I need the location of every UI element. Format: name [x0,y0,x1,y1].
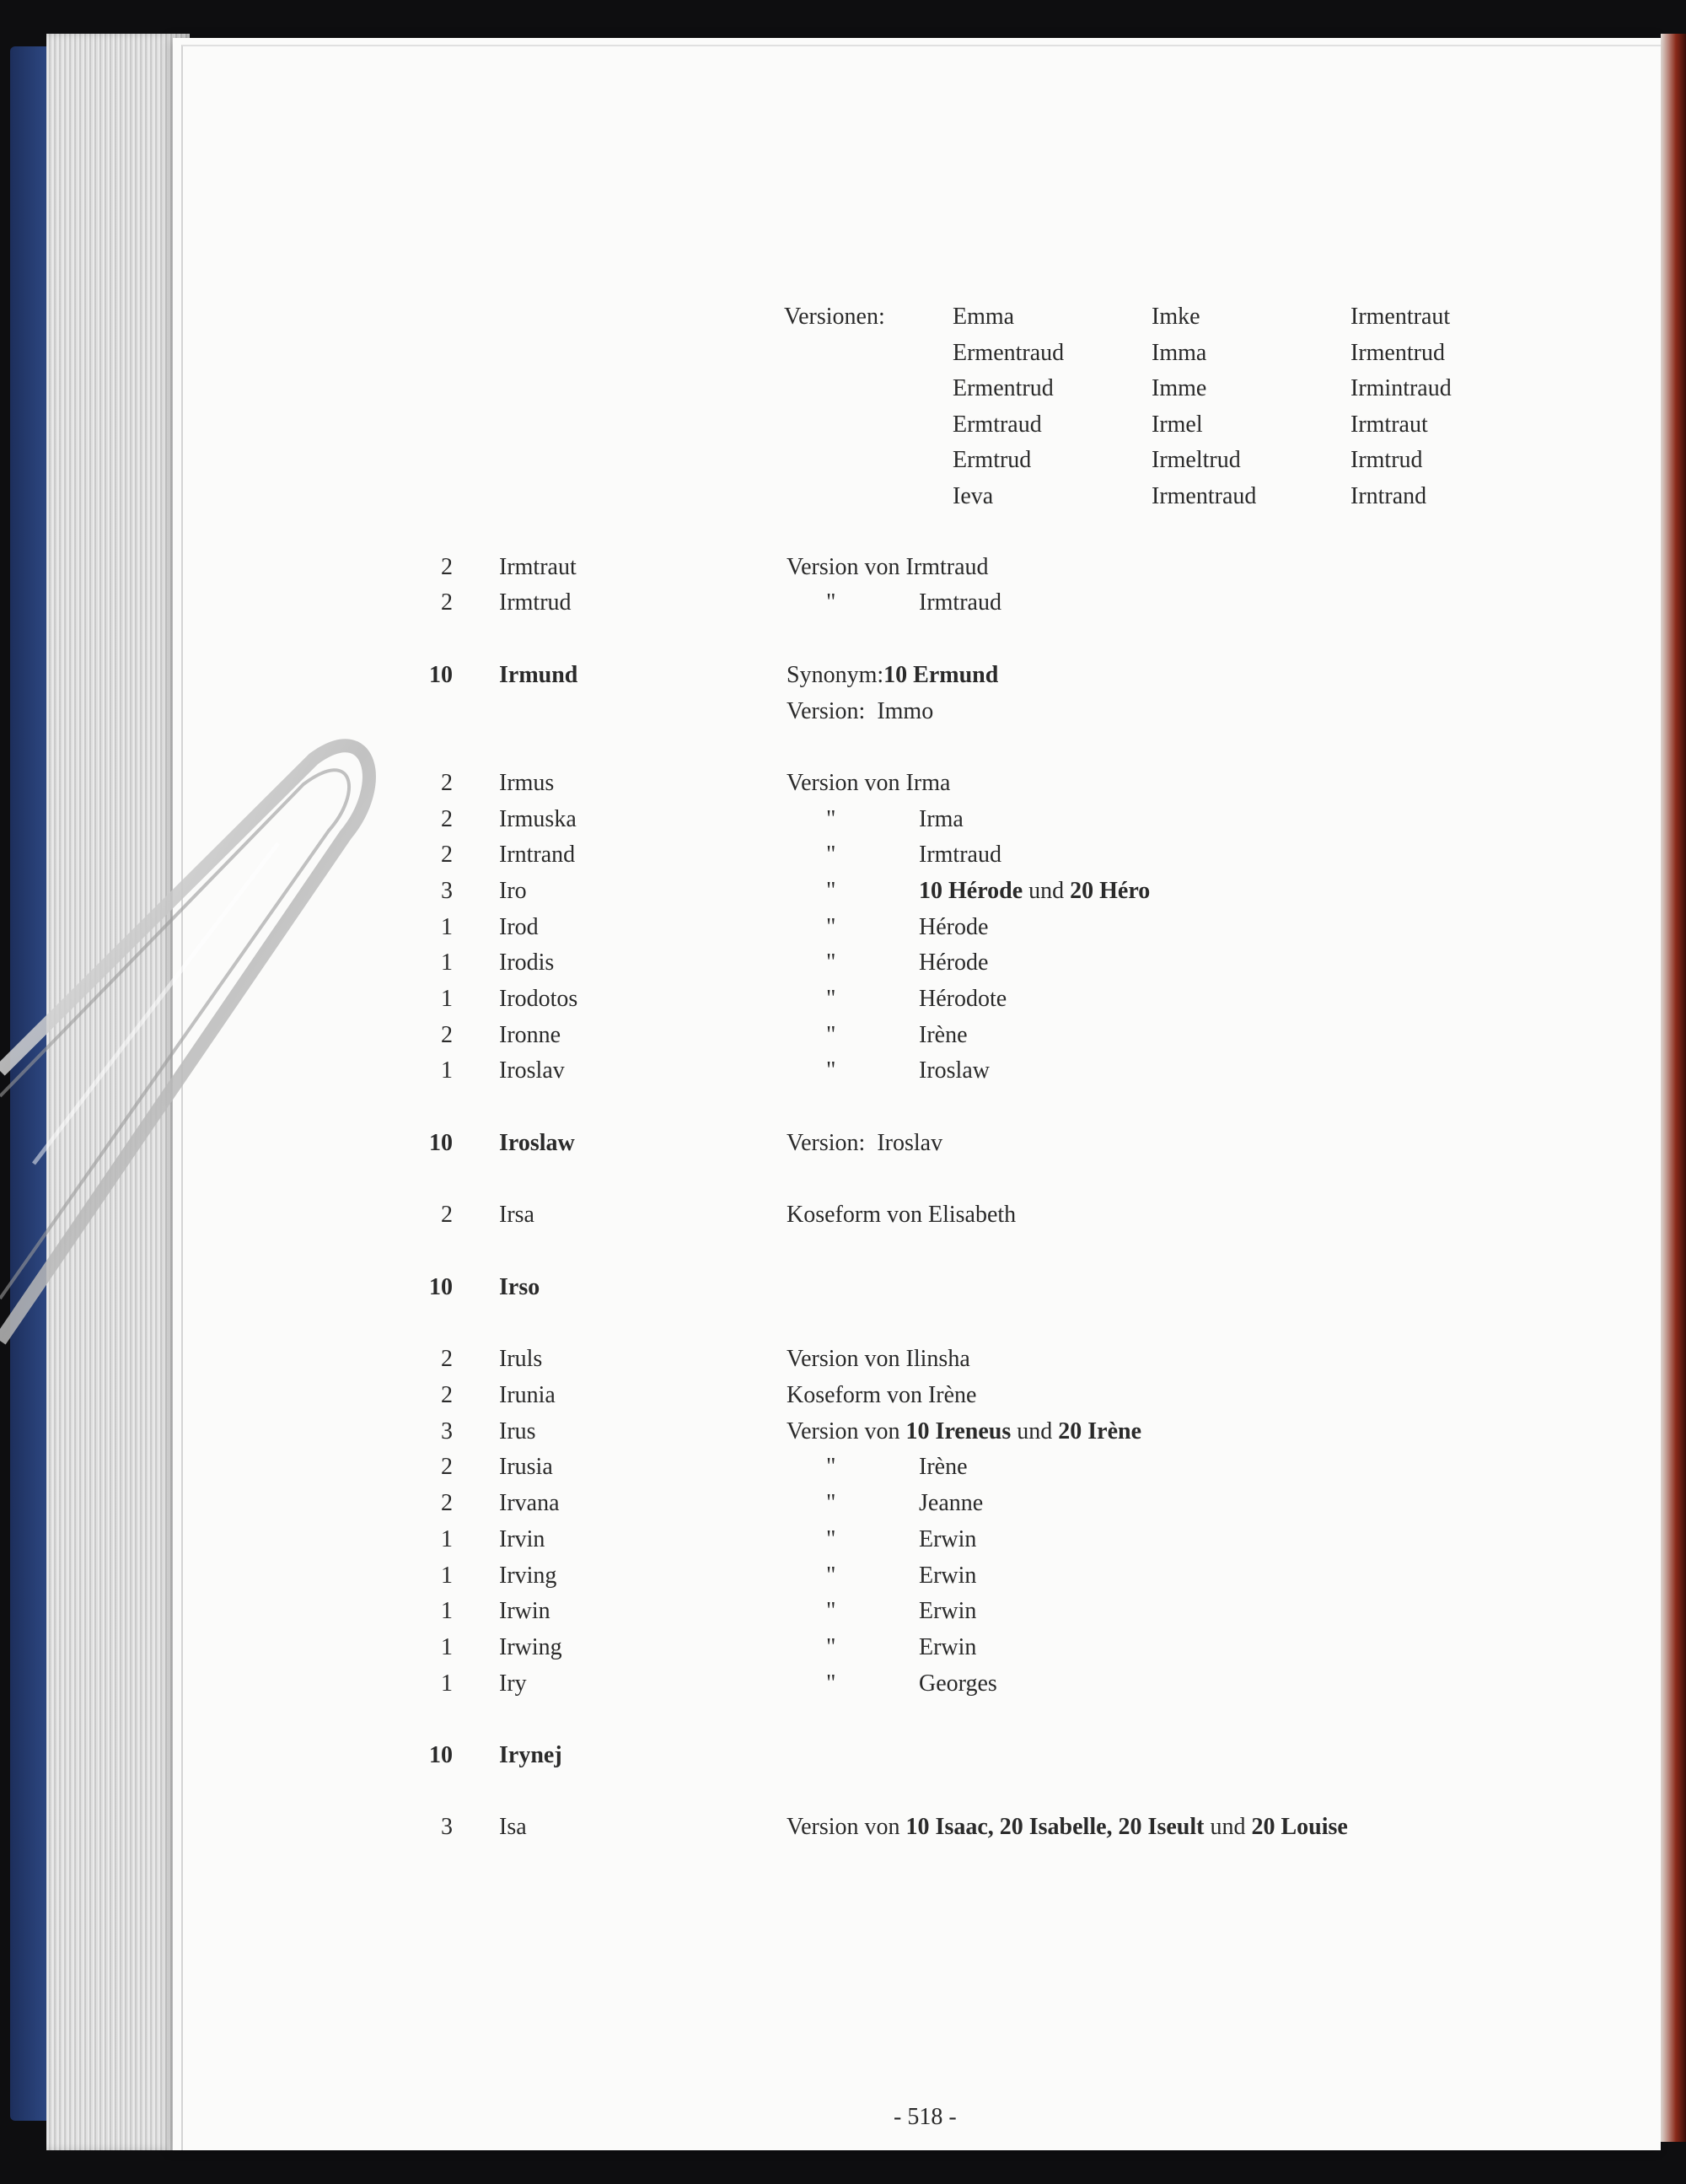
ditto-mark: " [826,1563,836,1589]
description-part: Irmtraud [919,589,1001,616]
entry-number: 1 [441,1634,453,1660]
entry-number: 2 [441,1454,453,1480]
version-name: Irmentrud [1350,339,1445,366]
entry-number: 1 [441,949,453,976]
page-number: - 518 - [894,2104,957,2130]
description-part: Irène [919,1022,968,1048]
entry-name: Irwing [499,1634,562,1660]
version-name: Ermentrud [953,375,1054,402]
description-part: Erwin [919,1526,977,1552]
page-corner [1661,34,1686,2142]
version-name: Ermentraud [953,339,1065,366]
description-part: Erwin [919,1634,977,1660]
description-part: Koseform von Irène [787,1382,977,1408]
entry-name: Irod [499,914,539,940]
version-name: Ermtrud [953,447,1032,474]
description-part: Irène [919,1454,968,1480]
ditto-mark: " [826,1057,836,1084]
description-part: Erwin [919,1563,977,1589]
entry-name: Ironne [499,1022,561,1048]
ditto-mark: " [826,878,836,904]
entry-number: 2 [441,842,453,868]
entry-name: Iruls [499,1346,543,1372]
description-part: 20 Irène [1058,1418,1142,1444]
version-name: Irmintraud [1350,375,1452,402]
entry-number: 2 [441,1490,453,1516]
entry-number: 10 [429,1274,453,1300]
entry-name: Iry [499,1670,527,1697]
entry-description [919,1455,968,1479]
page-edges [46,34,190,2150]
description-part: 20 Héro [1070,878,1151,904]
entry-name: Iroslaw [499,1130,575,1156]
description-part: 10 Ireneus [905,1418,1012,1444]
entry-name: Irunia [499,1382,556,1408]
version-name: Ieva [953,483,994,509]
entry-number: 1 [441,1563,453,1589]
entry-number: 10 [429,1130,453,1156]
entry-number: 1 [441,1057,453,1084]
description-part: und [1204,1814,1252,1840]
ditto-mark: " [826,949,836,976]
description-part: Version: Immo [787,698,934,724]
entry-name: Irus [499,1418,536,1444]
description-part: Jeanne [919,1490,984,1516]
ditto-mark: " [826,1454,836,1480]
entry-description [919,1600,976,1623]
description-part: und [1023,878,1071,904]
description-part: Version von Ilinsha [787,1346,970,1372]
entry-description [787,1420,1141,1444]
description-part: Hérode [919,949,989,976]
entry-description [787,1816,1348,1839]
entry-description [919,1024,968,1047]
description-part: Version von Irmtraud [787,554,989,580]
entry-description [787,700,933,724]
ditto-mark: " [826,1490,836,1516]
description-part: Hérode [919,914,989,940]
entry-name: Iro [499,878,527,904]
entry-description [787,772,950,795]
version-name: Irmentraud [1152,483,1257,509]
entry-description [919,916,988,939]
description-part: Version: Iroslav [787,1130,943,1156]
entry-description [787,1203,1016,1227]
entry-number: 1 [441,1670,453,1697]
entry-description [919,808,964,831]
entry-number: 3 [441,878,453,904]
version-name: Imme [1152,375,1207,402]
entry-description [919,1492,983,1515]
entry-number: 1 [441,1598,453,1624]
entry-description [919,1528,976,1552]
entry-name: Irmuska [499,806,577,832]
ditto-mark: " [826,1598,836,1624]
entry-description [787,1348,970,1371]
version-name: Imke [1152,304,1200,330]
entry-description [919,843,1001,867]
entry-number: 2 [441,1022,453,1048]
entry-name: Isa [499,1814,527,1840]
entry-name: Irso [499,1274,540,1300]
entry-name: Irodotos [499,986,578,1012]
description-part: Iroslaw [919,1057,990,1084]
version-name: Irntrand [1350,483,1427,509]
entry-description [787,1384,976,1407]
entry-number: 2 [441,806,453,832]
entry-description [787,664,998,687]
entry-number: 2 [441,770,453,796]
entry-description [919,987,1007,1011]
entry-description [919,1564,976,1588]
entry-name: Irwin [499,1598,550,1624]
description-part: Erwin [919,1598,977,1624]
entry-name: Irusia [499,1454,553,1480]
entry-number: 3 [441,1418,453,1444]
entry-number: 2 [441,1382,453,1408]
entry-description [919,1059,990,1083]
entry-name: Irmtrud [499,589,572,616]
entry-number: 10 [429,1742,453,1768]
ditto-mark: " [826,806,836,832]
entry-description [919,951,988,975]
entry-description [787,1132,942,1155]
description-part: und [1011,1418,1059,1444]
entry-description [787,556,989,579]
entry-name: Irvana [499,1490,560,1516]
description-part: Georges [919,1670,997,1697]
description-part: Hérodote [919,986,1007,1012]
ditto-mark: " [826,1670,836,1697]
version-name: Ermtraud [953,411,1042,438]
version-name: Irmtraut [1350,411,1428,438]
description-part: Irmtraud [919,842,1001,868]
description-part: Version von [787,1814,906,1840]
entry-number: 2 [441,1202,453,1228]
entry-number: 3 [441,1814,453,1840]
version-name: Irmentraut [1350,304,1451,330]
entry-name: Irntrand [499,842,576,868]
version-name: Irmel [1152,411,1203,438]
entry-number: 2 [441,589,453,616]
entry-name: Irmus [499,770,555,796]
ditto-mark: " [826,1022,836,1048]
entry-name: Irving [499,1563,557,1589]
ditto-mark: " [826,986,836,1012]
entry-name: Irodis [499,949,555,976]
description-part: 20 Louise [1251,1814,1348,1840]
version-name: Irmtrud [1350,447,1423,474]
version-name: Emma [953,304,1015,330]
ditto-mark: " [826,1634,836,1660]
entry-number: 1 [441,914,453,940]
versions-label: Versionen: [784,304,885,330]
entry-name: Irvin [499,1526,545,1552]
ditto-mark: " [826,1526,836,1552]
ditto-mark: " [826,842,836,868]
ditto-mark: " [826,589,836,616]
entry-description [919,880,1150,903]
description-part: Synonym: [787,662,884,688]
description-part: Version von [787,1418,906,1444]
description-part: 10 Isaac, 20 Isabelle, 20 Iseult [905,1814,1205,1840]
description-part: Version von Irma [787,770,951,796]
entry-description [919,1672,997,1696]
ditto-mark: " [826,914,836,940]
entry-number: 1 [441,986,453,1012]
entry-name: Irynej [499,1742,562,1768]
entry-number: 2 [441,1346,453,1372]
description-part: Koseform von Elisabeth [787,1202,1017,1228]
version-name: Imma [1152,339,1207,366]
entry-number: 2 [441,554,453,580]
description-part: 10 Hérode [919,878,1023,904]
entry-name: Irmund [499,662,578,688]
entry-number: 10 [429,662,453,688]
entry-name: Irmtraut [499,554,577,580]
entry-name: Irsa [499,1202,534,1228]
entry-description [919,1636,976,1660]
entry-name: Iroslav [499,1057,565,1084]
description-part: 10 Ermund [883,662,999,688]
version-name: Irmeltrud [1152,447,1241,474]
entry-number: 1 [441,1526,453,1552]
entry-description [919,591,1001,615]
description-part: Irma [919,806,964,832]
